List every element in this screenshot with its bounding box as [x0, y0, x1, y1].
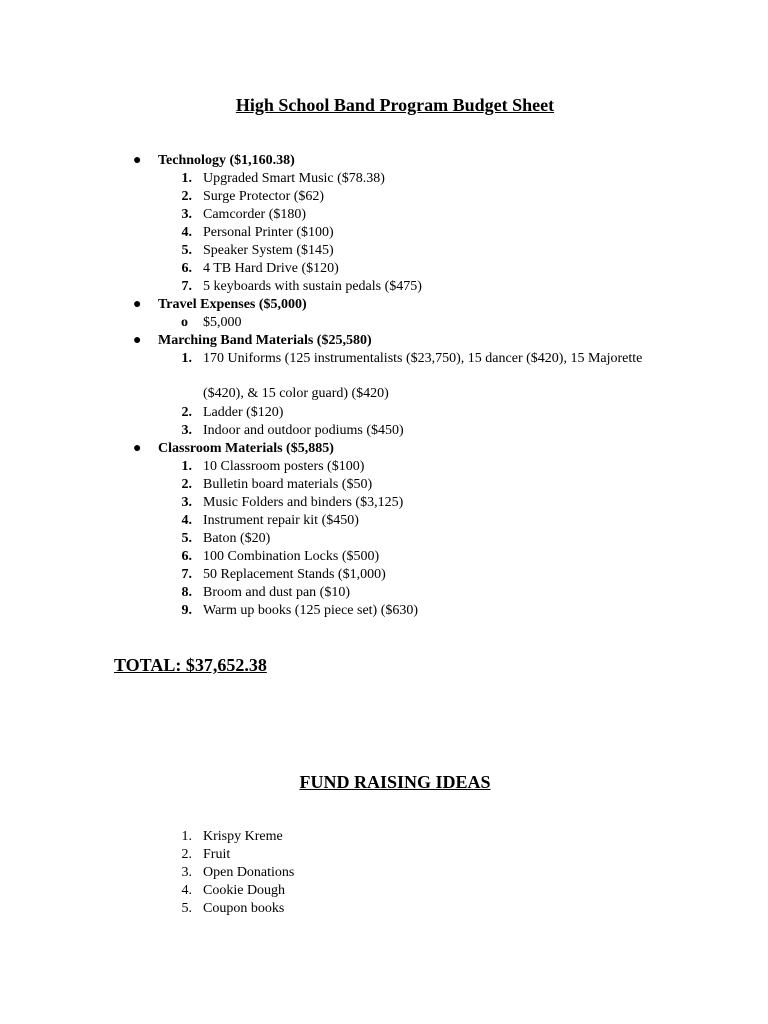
item-number: 5.: [181, 243, 192, 258]
category-label: Travel Expenses ($5,000): [158, 297, 307, 312]
list-item: [0, 494, 768, 512]
item-number: 8.: [181, 585, 192, 600]
sub-bullet-icon: o: [181, 315, 188, 330]
item-number: 4.: [181, 883, 192, 898]
item-number: 5.: [181, 531, 192, 546]
item-text: Coupon books: [203, 901, 285, 916]
category-label: Marching Band Materials ($25,580): [158, 333, 372, 348]
item-number: 7.: [181, 567, 192, 582]
item-text: Fruit: [203, 847, 231, 862]
item-text: Krispy Kreme: [203, 829, 283, 844]
item-number: 6.: [181, 261, 192, 276]
list-item: [0, 224, 768, 242]
item-text: [203, 350, 693, 403]
item-number: 7.: [181, 279, 192, 294]
category-label: Classroom Materials ($5,885): [158, 441, 334, 456]
item-text: Warm up books (125 piece set) ($630): [203, 603, 419, 618]
list-item: [0, 422, 768, 440]
item-text: 50 Replacement Stands ($1,000): [203, 567, 386, 582]
item-text: 100 Combination Locks ($500): [203, 549, 380, 564]
item-text: Camcorder ($180): [203, 207, 307, 222]
bullet-icon: ●: [133, 153, 142, 168]
category-travel: [0, 296, 768, 314]
item-text: Surge Protector ($62): [203, 189, 325, 204]
category-marching-band: [0, 332, 768, 350]
fund-raising-list: [0, 828, 768, 918]
category-technology: [0, 152, 768, 170]
item-text: Cookie Dough: [203, 883, 286, 898]
item-number: 3.: [181, 495, 192, 510]
category-label: Technology ($1,160.38): [158, 153, 295, 168]
item-text: Speaker System ($145): [203, 243, 334, 258]
item-text-line1: 170 Uniforms (125 instrumentalists ($23,750), 15 dancer ($420), 15 Majorette: [203, 351, 643, 366]
list-item: [0, 404, 768, 422]
item-text: Indoor and outdoor podiums ($450): [203, 423, 404, 438]
list-item: [0, 566, 768, 584]
item-number: 6.: [181, 549, 192, 564]
list-item: [0, 242, 768, 260]
list-item: [0, 512, 768, 530]
item-text: Baton ($20): [203, 531, 271, 546]
item-number: 4.: [181, 225, 192, 240]
list-item: [0, 206, 768, 224]
list-item: [0, 458, 768, 476]
item-number: 2.: [181, 189, 192, 204]
item-number: 5.: [181, 901, 192, 916]
item-number: 4.: [181, 513, 192, 528]
list-item: [0, 188, 768, 206]
item-text: 4 TB Hard Drive ($120): [203, 261, 339, 276]
list-item: [0, 882, 768, 900]
budget-list: [0, 152, 768, 620]
item-number: 1.: [181, 171, 192, 186]
item-text: Broom and dust pan ($10): [203, 585, 350, 600]
fund-raising-title: FUND RAISING IDEAS: [299, 772, 491, 792]
list-item: [0, 530, 768, 548]
item-text: Bulletin board materials ($50): [203, 477, 373, 492]
item-number: 3.: [181, 423, 192, 438]
category-classroom: [0, 440, 768, 458]
item-text: Instrument repair kit ($450): [203, 513, 359, 528]
list-item: [0, 278, 768, 296]
item-number: 2.: [181, 847, 192, 862]
item-number: 2.: [181, 405, 192, 420]
page-title: High School Band Program Budget Sheet: [235, 95, 555, 115]
list-item: [0, 846, 768, 864]
item-text: 5 keyboards with sustain pedals ($475): [203, 279, 422, 294]
list-item: [0, 548, 768, 566]
list-item: [0, 602, 768, 620]
item-text: Upgraded Smart Music ($78.38): [203, 171, 385, 186]
item-number: 1.: [181, 829, 192, 844]
list-item: [0, 900, 768, 918]
item-number: 9.: [181, 603, 192, 618]
list-item: [0, 170, 768, 188]
item-text: $5,000: [203, 315, 242, 330]
list-item: [0, 314, 768, 332]
item-text: Music Folders and binders ($3,125): [203, 495, 404, 510]
item-text-line2: ($420), & 15 color guard) ($420): [203, 386, 389, 401]
item-number: 1.: [181, 459, 192, 474]
list-item: [0, 828, 768, 846]
list-item: [0, 584, 768, 602]
list-item: [0, 864, 768, 882]
item-number: 3.: [181, 865, 192, 880]
item-number: 1.: [181, 351, 192, 366]
item-text: Open Donations: [203, 865, 295, 880]
bullet-icon: ●: [133, 333, 142, 348]
item-text: Ladder ($120): [203, 405, 284, 420]
list-item: [0, 350, 768, 404]
list-item: [0, 260, 768, 278]
total-amount: TOTAL: $37,652.38: [114, 655, 267, 675]
item-text: Personal Printer ($100): [203, 225, 334, 240]
item-text: 10 Classroom posters ($100): [203, 459, 365, 474]
bullet-icon: ●: [133, 297, 142, 312]
item-number: 2.: [181, 477, 192, 492]
item-number: 3.: [181, 207, 192, 222]
list-item: [0, 476, 768, 494]
bullet-icon: ●: [133, 441, 142, 456]
